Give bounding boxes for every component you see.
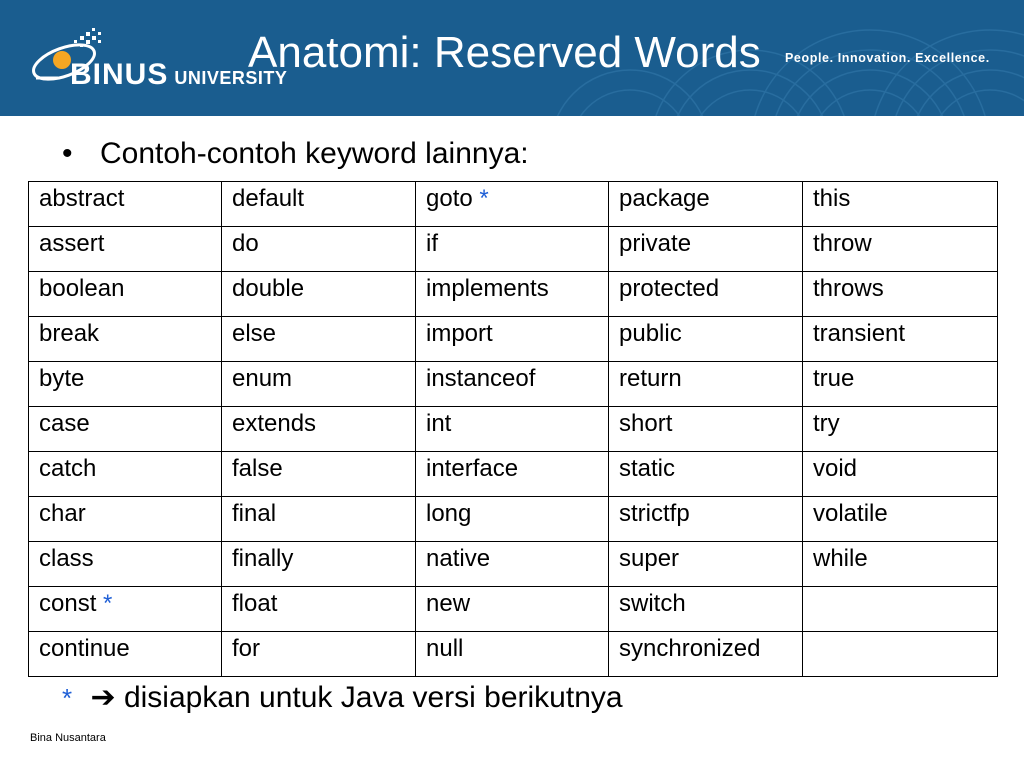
slide-title: Anatomi: Reserved Words [248, 28, 761, 77]
keyword-text: implements [426, 275, 549, 302]
table-cell [29, 182, 222, 227]
table-row [29, 317, 998, 362]
keyword-text: false [232, 455, 283, 482]
table-cell [222, 632, 416, 677]
keyword-text: byte [39, 365, 85, 392]
bullet-dot: • [62, 137, 73, 170]
table-cell [29, 452, 222, 497]
keyword-text: private [619, 230, 692, 257]
table-cell [609, 497, 803, 542]
logo-binus: BINUS [70, 58, 169, 91]
table-cell [222, 587, 416, 632]
table-cell [29, 587, 222, 632]
logo-university: UNIVERSITY [174, 68, 288, 88]
table-row [29, 542, 998, 587]
table-cell [29, 542, 222, 587]
keyword-text: super [619, 545, 680, 572]
table-cell [222, 362, 416, 407]
table-cell [803, 452, 998, 497]
table-cell [222, 407, 416, 452]
table-cell [29, 497, 222, 542]
keyword-text: synchronized [619, 635, 761, 662]
keyword-text: boolean [39, 275, 125, 302]
table-cell [803, 587, 998, 632]
keyword-text: enum [232, 365, 293, 392]
table-cell [609, 227, 803, 272]
keyword-text: abstract [39, 185, 125, 212]
keyword-text: void [813, 455, 858, 482]
keyword-text: double [232, 275, 305, 302]
table-cell [609, 182, 803, 227]
tagline: People. Innovation. Excellence. [785, 51, 990, 65]
keyword-text: default [232, 185, 305, 212]
footnote [62, 680, 623, 715]
table-cell [803, 182, 998, 227]
table-cell [416, 362, 609, 407]
keyword-text: short [619, 410, 673, 437]
table-cell [416, 587, 609, 632]
table-cell [29, 362, 222, 407]
table-cell [416, 542, 609, 587]
keyword-text: float [232, 590, 278, 617]
keyword-text: final [232, 500, 277, 527]
table-row [29, 182, 998, 227]
table-cell [29, 227, 222, 272]
keyword-text: native [426, 545, 491, 572]
keyword-text: break [39, 320, 100, 347]
table-cell [416, 407, 609, 452]
keyword-text: long [426, 500, 472, 527]
table-cell [29, 272, 222, 317]
keyword-text: true [813, 365, 855, 392]
table-cell [609, 272, 803, 317]
keyword-text: case [39, 410, 90, 437]
table-cell [222, 317, 416, 362]
keyword-text: public [619, 320, 682, 347]
keyword-text: static [619, 455, 676, 482]
table-cell [416, 497, 609, 542]
keyword-text: finally [232, 545, 294, 572]
keyword-text: throws [813, 275, 884, 302]
table-cell [609, 587, 803, 632]
table-row [29, 632, 998, 677]
table-cell [222, 542, 416, 587]
table-cell [416, 182, 609, 227]
bullet-item [62, 137, 529, 171]
keyword-text: assert [39, 230, 105, 257]
keyword-text: for [232, 635, 261, 662]
table-cell [222, 497, 416, 542]
table-cell [222, 182, 416, 227]
footnote-text: disiapkan untuk Java versi berikutnya [123, 681, 623, 714]
table-cell [803, 632, 998, 677]
keyword-text: while [813, 545, 868, 572]
table-cell [416, 632, 609, 677]
keyword-text: volatile [813, 500, 888, 527]
table-cell [803, 272, 998, 317]
table-cell [222, 452, 416, 497]
keyword-text: return [619, 365, 682, 392]
keyword-text: new [426, 590, 471, 617]
keyword-text: extends [232, 410, 317, 437]
keyword-text: continue [39, 635, 130, 662]
table-cell [609, 407, 803, 452]
keyword-text: import [426, 320, 493, 347]
keyword-table [28, 181, 998, 677]
keyword-text: if [426, 230, 438, 257]
table-cell [609, 542, 803, 587]
keyword-text: try [813, 410, 840, 437]
table-row [29, 407, 998, 452]
table-cell [803, 227, 998, 272]
keyword-text: const [39, 590, 97, 617]
table-row [29, 272, 998, 317]
keyword-text: char [39, 500, 86, 527]
keyword-text: transient [813, 320, 906, 347]
reserved-marker: * [472, 185, 489, 212]
table-cell [803, 542, 998, 587]
table-cell [609, 317, 803, 362]
keyword-text: null [426, 635, 464, 662]
table-cell [222, 272, 416, 317]
table-row [29, 497, 998, 542]
table-cell [222, 227, 416, 272]
table-cell [609, 632, 803, 677]
keyword-text: interface [426, 455, 519, 482]
table-row [29, 227, 998, 272]
bullet-text: Contoh-contoh keyword lainnya: [100, 137, 529, 170]
keyword-text: do [232, 230, 259, 257]
footnote-marker: * [62, 683, 73, 713]
keyword-text: switch [619, 590, 686, 617]
footer-text: Bina Nusantara [30, 732, 106, 744]
table-row [29, 362, 998, 407]
keyword-text: protected [619, 275, 720, 302]
reserved-marker: * [96, 590, 113, 617]
keyword-text: class [39, 545, 94, 572]
table-cell [803, 407, 998, 452]
header-banner [0, 0, 1024, 116]
arrow-icon: ➔ [90, 681, 116, 714]
table-cell [29, 632, 222, 677]
keyword-text: strictfp [619, 500, 690, 527]
keyword-text: catch [39, 455, 97, 482]
table-cell [803, 362, 998, 407]
keyword-text: throw [813, 230, 872, 257]
keyword-text: package [619, 185, 710, 212]
table-cell [803, 317, 998, 362]
table-cell [416, 452, 609, 497]
keyword-text: int [426, 410, 452, 437]
keyword-text: else [232, 320, 277, 347]
table-cell [609, 362, 803, 407]
table-cell [416, 227, 609, 272]
keyword-table-body [29, 182, 998, 677]
table-row [29, 587, 998, 632]
keyword-text: goto [426, 185, 473, 212]
table-cell [416, 317, 609, 362]
keyword-text: instanceof [426, 365, 536, 392]
table-cell [803, 497, 998, 542]
table-cell [29, 407, 222, 452]
table-row [29, 452, 998, 497]
keyword-text: this [813, 185, 851, 212]
table-cell [609, 452, 803, 497]
table-cell [416, 272, 609, 317]
table-cell [29, 317, 222, 362]
